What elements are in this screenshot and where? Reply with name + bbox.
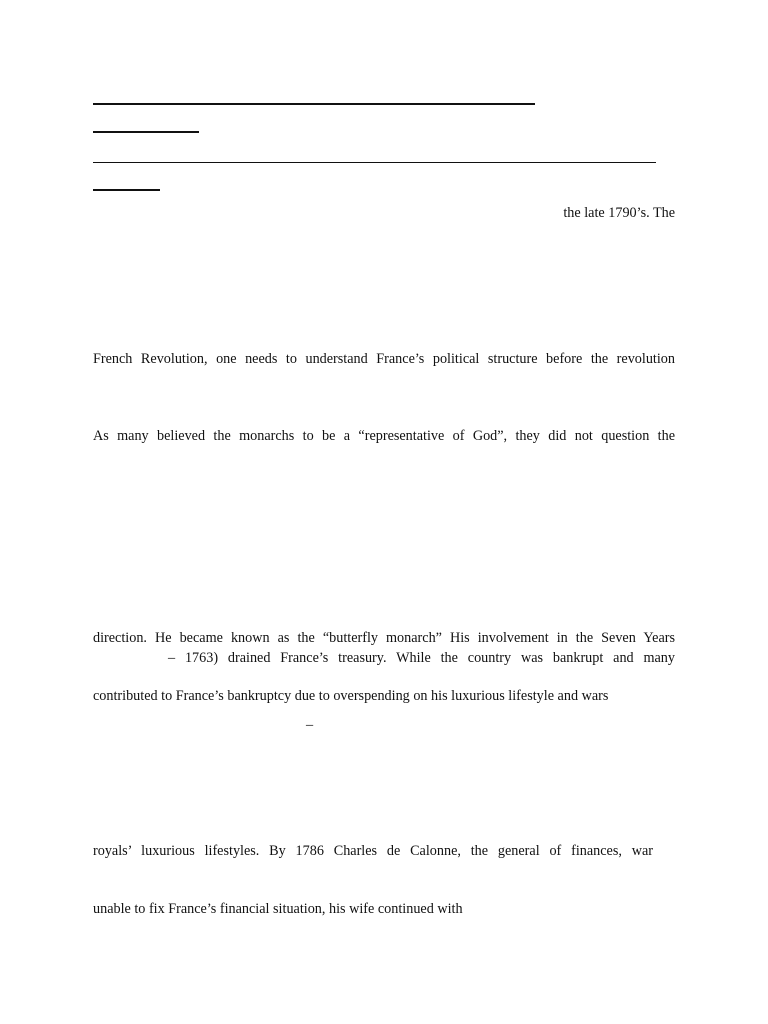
paragraph-line: French Revolution, one needs to understand France’s political structure before the revolution — [93, 351, 675, 367]
heading-rule-4 — [93, 189, 160, 191]
paragraph-line: royals’ luxurious lifestyles. By 1786 Charles de Calonne, the general of finances, war — [93, 843, 653, 859]
paragraph-line: unable to fix France’s financial situation, his wife continued with — [93, 901, 463, 917]
paragraph-line: direction. He became known as the “butterfly monarch” His involvement in the Seven Years — [93, 630, 675, 646]
heading-rule-1 — [93, 103, 535, 105]
paragraph-line: contributed to France’s bankruptcy due to overspending on his luxurious lifestyle and wars — [93, 688, 609, 704]
paragraph-line: – 1763) drained France’s treasury. While the country was bankrupt and many — [168, 650, 675, 666]
heading-rule-2 — [93, 131, 199, 133]
dash-fragment: – — [306, 717, 314, 733]
paragraph-line: As many believed the monarchs to be a “representative of God”, they did not question the — [93, 428, 675, 444]
heading-rule-3 — [93, 162, 656, 163]
paragraph-line: the late 1790’s. The — [563, 205, 675, 221]
